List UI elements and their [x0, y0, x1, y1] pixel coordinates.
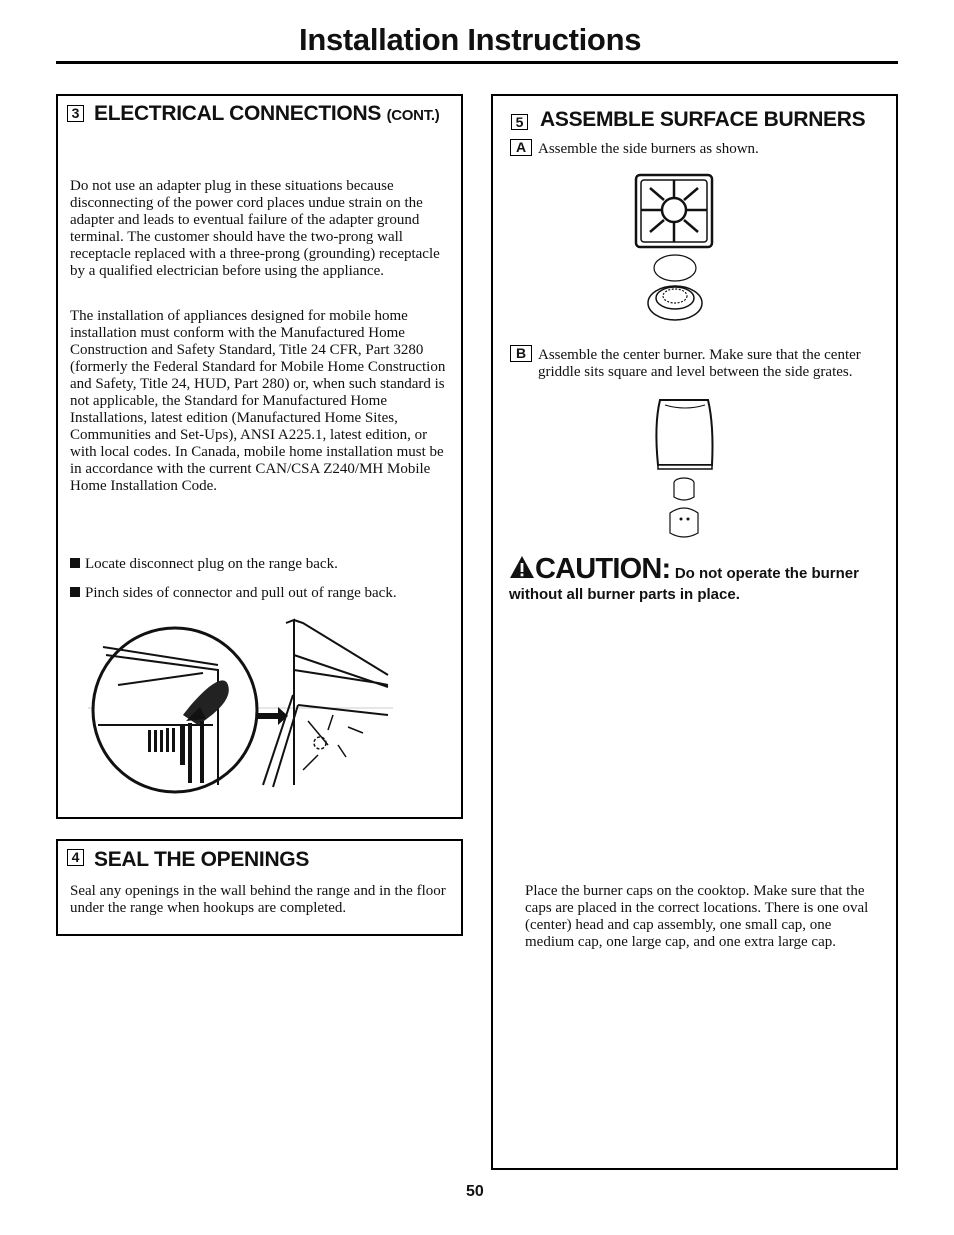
section-3-paragraph-2: The installation of appliances designed for mobile home installation must conform with the Manufactured Home Construction and Safety Standard, Title 24 CFR, Part 3280 (formerly the Federal Standard for Mobile Home Construction and Safety, Title 24, HUD, Part 280) or, when such standard is not applicable, the Standard for Manufactured Home Installations, latest edition (Manufactured Home Sites, Communities and Set-Ups), ANSI A225.1, latest edition, or with local codes. In Canada, mobile home installation must be in accordance with the current CAN/CSA Z240/MH Mobile Home Installation Code. [70, 308, 446, 494]
page-title: Installation Instructions [299, 22, 642, 57]
step-number-5: 5 [511, 114, 528, 130]
section-3-title: ELECTRICAL CONNECTIONS [94, 102, 382, 125]
caution-word: CAUTION: [535, 553, 671, 585]
section-5-title: ASSEMBLE SURFACE BURNERS [540, 108, 866, 131]
section-4-text: Seal any openings in the wall behind the range and in the floor under the range when hookups are completed. [70, 883, 446, 916]
center-burner-illustration [650, 395, 720, 545]
bullet-square-icon [70, 587, 80, 597]
step-number-3: 3 [67, 105, 84, 122]
step-b-label: B [510, 345, 532, 362]
section-3-title-suffix: (CONT.) [386, 107, 440, 124]
caution-notice [509, 553, 889, 604]
step-number-4: 4 [67, 849, 84, 866]
bullet-square-icon [70, 558, 80, 568]
section-3-bullet-2: Pinch sides of connector and pull out of range back. [70, 585, 397, 602]
section-4-title: SEAL THE OPENINGS [94, 848, 310, 871]
side-burner-illustration [630, 170, 720, 330]
section-3-heading [94, 102, 439, 126]
caution-text: Do not operate the burner without all burner parts in place. [509, 565, 859, 603]
section-3-bullet-1: Locate disconnect plug on the range back. [70, 556, 338, 573]
warning-triangle-icon [509, 555, 535, 579]
title-rule [56, 61, 898, 64]
step-a-text: Assemble the side burners as shown. [538, 141, 759, 157]
page-number: 50 [466, 1183, 484, 1200]
step-a-label: A [510, 139, 532, 156]
step-b-text: Assemble the center burner. Make sure that the center griddle sits square and level between the side grates. [538, 347, 861, 380]
section-3-paragraph-1: Do not use an adapter plug in these situations because disconnecting of the power cord places undue strain on the adapter and leads to eventual failure of the adapter ground terminal. The customer should have the two-prong wall receptacle replaced with a three-prong (grounding) receptacle by a qualified electrician before using the appliance. [70, 178, 440, 279]
disconnect-plug-illustration [88, 615, 393, 795]
burner-caps-text: Place the burner caps on the cooktop. Make sure that the caps are placed in the correct locations. There is one oval (center) head and cap assembly, one small cap, one medium cap, one large cap, and one extra large cap. [525, 883, 869, 950]
